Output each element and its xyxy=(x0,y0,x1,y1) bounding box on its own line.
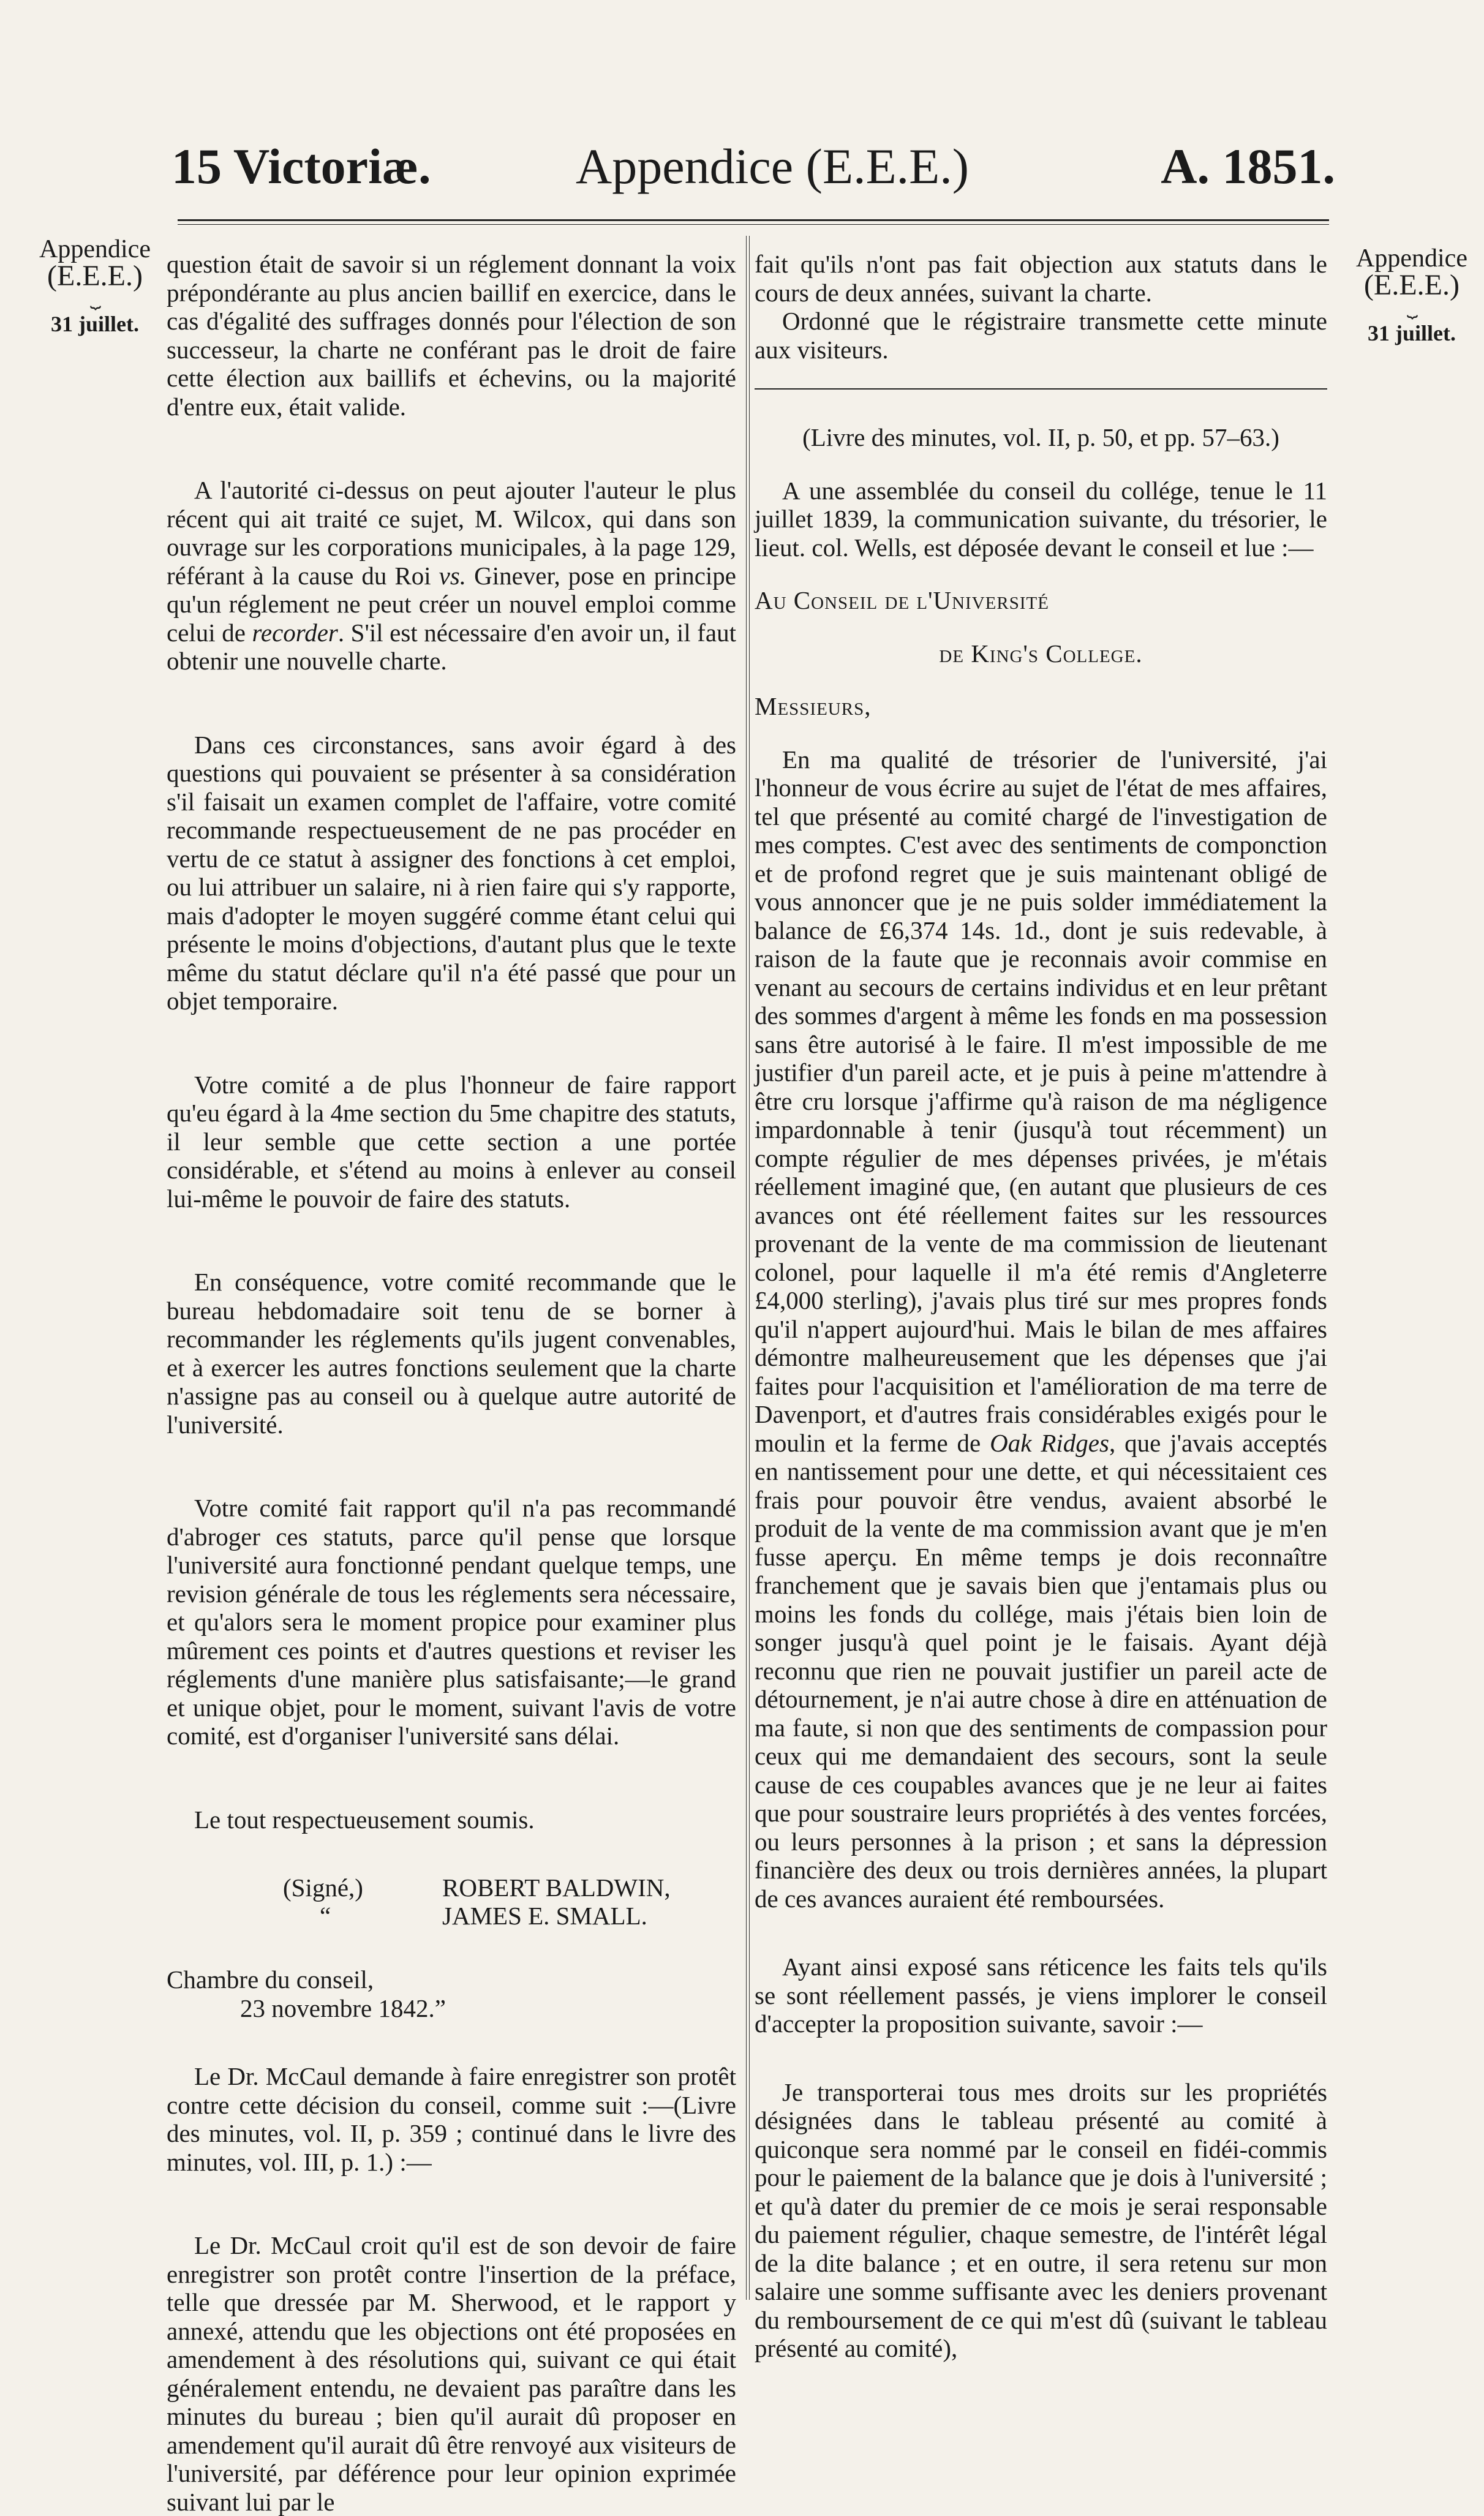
signatory-name: ROBERT BALDWIN, xyxy=(442,1874,671,1902)
header-session: 15 Victoriæ. xyxy=(171,138,431,194)
signature-names xyxy=(442,1874,671,1930)
paragraph: question était de savoir si un réglement donnant la voix prépondérante au plus ancien baillif en exercice, dans le cas d'égalité des suffrages donnés pour l'élection de son successeur, la charte ne conférant pas le droit de faire cette élection aux baillifs et échevins, ou la majorité d'entre eux, était valide. xyxy=(167,250,736,421)
paragraph: fait qu'ils n'ont pas fait objection aux statuts dans le cours de deux années, suivant la charte. xyxy=(755,250,1327,307)
signature-block xyxy=(167,1874,736,1941)
header-appendix: Appendice (E.E.E.) xyxy=(576,138,970,194)
date-line: 23 novembre 1842.” xyxy=(240,1994,446,2022)
margin-note-title: Appendice xyxy=(1356,244,1467,273)
margin-note-date: 31 juillet. xyxy=(51,312,139,336)
paragraph: Dans ces circonstances, sans avoir égard à des questions qui pouvaient se présenter à sa considération s'il faisait un examen complet de l'affaire, votre comité recommande respectueusement de ne pas procéder en vertu de ce statut à assigner des fonctions à cet emploi, ou lui attribuer un salaire, ni à rien faire qui s'y rapporte, mais d'adopter le moyen suggéré comme étant celui qui présente le moins d'objections, d'autant plus que le texte même du statut déclare qu'il n'a été passé que pour un objet temporaire. xyxy=(167,730,736,1015)
section-rule xyxy=(755,388,1327,390)
margin-note-code: (E.E.E.) xyxy=(47,260,143,292)
left-column xyxy=(167,250,736,2516)
letter-salutation: Messieurs, xyxy=(755,692,872,720)
paragraph: A l'autorité ci-dessus on peut ajouter l'auteur le plus récent qui ait traité ce sujet, M. Wilcox, qui dans son ouvrage sur les corporations municipales, à la page 129, référant à la cause du Roi vs. Ginever, pose en principe qu'un réglement ne peut créer un nouvel emploi comme celui de recorder. S'il est nécessaire d'en avoir un, il faut obtenir une nouvelle charte. xyxy=(167,476,736,675)
brace-glyph: ⏟ xyxy=(1407,298,1417,318)
column-divider xyxy=(746,236,750,2300)
paragraph: En ma qualité de trésorier de l'université, j'ai l'honneur de vous écrire au sujet de l'état de mes affaires, tel que présenté au comité chargé de l'investigation de mes comptes. C'est avec des sentiments de componction et de profond regret que je suis maintenant obligé de vous annoncer que je ne puis solder immédiatement la balance de £6,374 14s. 1d., dont je suis redevable, à raison de la faute que je reconnais avoir commise en venant au secours de certains individus et en leur prêtant des sommes d'argent à même les fonds en ma possession sans être autorisé à le faire. Il m'est impossible de me justifier d'un pareil acte, et je puis à peine m'attendre à être cru lorsque j'affirme qu'à raison de ma négligence impardonnable à tenir (jusqu'à tout récemment) un compte régulier de mes dépenses privées, je m'étais réellement imaginé que, (en autant que plusieurs de ces avances ont été réellement faites sur les ressources provenant de la vente de ma commission de lieutenant colonel, pour laquelle il m'a été remis d'Angleterre £4,000 sterling), j'avais plus tiré sur mes propres fonds qu'il n'appert aujourd'hui. Mais le bilan de mes affaires démontre malheureusement que les dépenses que j'ai faites pour l'acquisition et l'amélioration de ma terre de Davenport, et d'autres frais considérables exigés pour le moulin et la ferme de Oak Ridges, que j'avais acceptés en nantissement pour une dette, et qui nécessitaient ces frais pour pouvoir être vendus, avaient absorbé le produit de la vente de ma commission avant que je m'en fusse aperçu. En même temps je dois reconnaître franchement que je savais bien que j'entamais plus ou moins les fonds du collége, mais j'étais bien loin de songer jusqu'à quel point je le faisais. Ayant déjà reconnu que rien ne pouvait justifier un pareil acte de détournement, je n'ai autre chose à dire en atténuation de ma faute, si non que des sentiments de compassion pour ceux qui me demandaient des secours, sont la seule cause de ces coupables avances que je ne leur ai faites que pour soustraire leurs propriétés à des ventes forcées, ou leurs personnes à la prison ; et sans la dépression financière des deux ou trois dernières années, la plupart de ces avances auraient été remboursées. xyxy=(755,745,1328,1913)
paragraph: Ayant ainsi exposé sans réticence les faits tels qu'ils se sont réellement passés, je viens implorer le conseil d'accepter la proposition suivante, savoir :— xyxy=(755,1953,1327,2038)
brace-glyph: ⏟ xyxy=(90,288,100,309)
margin-note-left xyxy=(24,236,165,337)
margin-note-title: Appendice xyxy=(39,235,151,263)
header-rule-thin xyxy=(178,224,1329,225)
right-column xyxy=(755,250,1327,2363)
reference-line: (Livre des minutes, vol. II, p. 50, et pp. 57–63.) xyxy=(802,423,1279,451)
signature-label: (Signé,) xyxy=(283,1874,363,1902)
header-year: A. 1851. xyxy=(1161,138,1335,194)
paragraph: A une assemblée du conseil du collége, tenue le 11 juillet 1839, la communication suivante, du trésorier, le lieut. col. Wells, est déposée devant le conseil et lue :— xyxy=(755,476,1327,562)
signatory-name: JAMES E. SMALL. xyxy=(442,1902,647,1930)
paragraph: Je transporterai tous mes droits sur les propriétés désignées dans le tableau présenté au comité à quiconque sera nommé par le conseil en fidéi-commis pour le paiement de la balance que je dois à l'université ; et qu'à dater du premier de ce mois je serai responsable du paiement régulier, chaque semestre, de l'intérêt légal de la dite balance ; et en outre, il sera retenu sur mon salaire une somme suffisante avec les deniers provenant du remboursement de ce qui m'est dû (suivant le tableau présenté au comité), xyxy=(755,2077,1327,2362)
place-line: Chambre du conseil, xyxy=(167,1965,374,1994)
paragraph: Votre comité a de plus l'honneur de faire rapport qu'eu égard à la 4me section du 5me chapitre des statuts, il leur semble que cette section a une portée considérable, et s'étend au moins à enlever au conseil lui-même le pouvoir de faire des statuts. xyxy=(167,1070,736,1213)
paragraph: Ordonné que le régistraire transmette cette minute aux visiteurs. xyxy=(755,307,1327,364)
margin-note-code: (E.E.E.) xyxy=(1364,269,1460,301)
margin-note-right xyxy=(1341,245,1482,347)
paragraph: Votre comité fait rapport qu'il n'a pas recommandé d'abroger ces statuts, parce qu'il pense que lorsque l'université aura fonctionné pendant quelque temps, une revision générale de tous les réglements sera nécessaire, et qu'alors sera le moment propice pour examiner plus mûrement ces points et d'autres questions et reviser les réglements d'une manière plus satisfaisante;—le grand et unique objet, pour le moment, suivant l'avis de votre comité, est d'organiser l'université sans délai. xyxy=(167,1494,736,1750)
letter-address: de King's College. xyxy=(939,639,1143,668)
letter-address: Au Conseil de l'Université xyxy=(755,586,1049,614)
page-header xyxy=(171,138,1335,205)
paragraph: En conséquence, votre comité recommande que le bureau hebdomadaire soit tenu de se borner à recommander les réglements qu'ils jugent convenables, et à exercer les autres fonctions seulement que la charte n'assigne pas au conseil ou à quelque autre autorité de l'université. xyxy=(167,1268,736,1439)
header-rule xyxy=(178,219,1329,221)
signature-ditto: “ xyxy=(320,1902,331,1930)
paragraph: Le Dr. McCaul croit qu'il est de son devoir de faire enregistrer son protêt contre l'insertion de la préface, telle que dressée par M. Sherwood, et le rapport y annexé, attendu que les objections ont été proposées en amendement à des résolutions qui, suivant ce qui était généralement entendu, ne devaient pas paraître dans les minutes du bureau ; bien qu'il aurait dû proposer en amendement qu'il aurait dû être renvoyé aux visiteurs de l'université, par déférence pour leur opinion exprimée suivant lui par le xyxy=(167,2231,736,2516)
paragraph: Le Dr. McCaul demande à faire enregistrer son protêt contre cette décision du conseil, comme suit :—(Livre des minutes, vol. II, p. 359 ; continué dans le livre des minutes, vol. III, p. 1.) :— xyxy=(167,2062,736,2176)
margin-note-date: 31 juillet. xyxy=(1368,321,1456,345)
paragraph: Le tout respectueusement soumis. xyxy=(194,1805,535,1834)
